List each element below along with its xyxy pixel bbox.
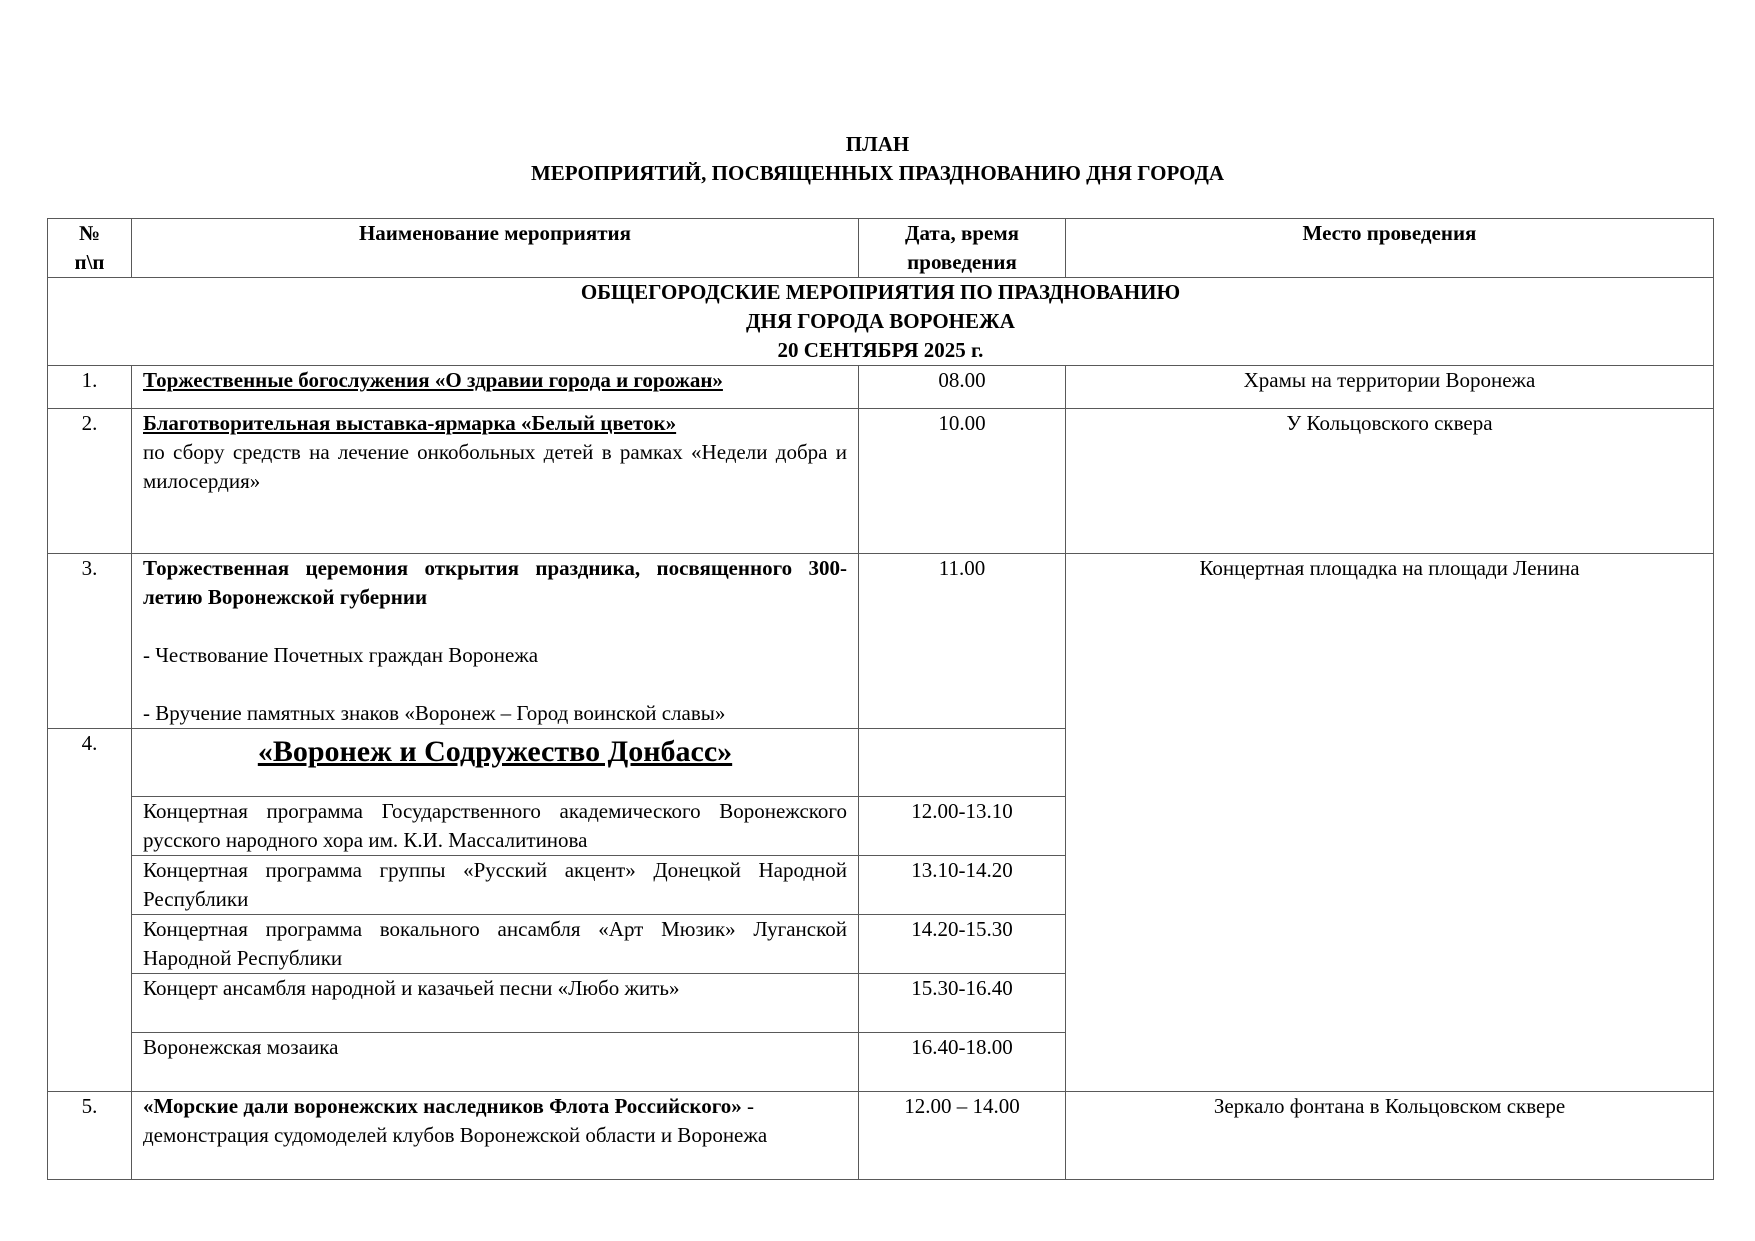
row-name	[132, 409, 859, 554]
row-place: Зеркало фонтана в Кольцовском сквере	[1066, 1092, 1714, 1180]
section-line-2: ДНЯ ГОРОДА ВОРОНЕЖА	[746, 309, 1015, 333]
sub-row-name: Концертная программа Государственного академического Воронежского русского народного хора им. К.И. Массалитинова	[132, 797, 859, 856]
row-num: 1.	[48, 366, 132, 409]
section-line-1: ОБЩЕГОРОДСКИЕ МЕРОПРИЯТИЯ ПО ПРАЗДНОВАНИЮ	[580, 280, 1181, 304]
row-num: 5.	[48, 1092, 132, 1180]
row-name-text: по сбору средств на лечение онкобольных детей в рамках «Недели добра и милосердия»	[143, 440, 847, 493]
sub-row-name: Концертная программа группы «Русский акцент» Донецкой Народной Республики	[132, 856, 859, 915]
section-heading	[48, 278, 1714, 366]
row-time: 12.00 – 14.00	[859, 1092, 1066, 1180]
table-row	[48, 1092, 1714, 1180]
row-name	[132, 1092, 859, 1180]
row-place: Концертная площадка на площади Ленина	[1066, 554, 1714, 1092]
sub-row-time: 13.10-14.20	[859, 856, 1066, 915]
row-time: 10.00	[859, 409, 1066, 554]
row-name-text: - демонстрация судомоделей клубов Воронежской области и Воронежа	[143, 1094, 768, 1147]
row-time: 11.00	[859, 554, 1066, 729]
sub-row-time: 16.40-18.00	[859, 1033, 1066, 1092]
row-place: Храмы на территории Воронежа	[1066, 366, 1714, 409]
table-row	[48, 366, 1714, 409]
row-list-item: - Чествование Почетных граждан Воронежа	[143, 643, 539, 667]
header-num: № п\п	[48, 219, 132, 278]
row-num: 3.	[48, 554, 132, 729]
section-line-3: 20 СЕНТЯБРЯ 2025 г.	[777, 338, 984, 362]
header-name: Наименование мероприятия	[132, 219, 859, 278]
header-row	[48, 219, 1714, 278]
doc-subtitle: МЕРОПРИЯТИЙ, ПОСВЯЩЕННЫХ ПРАЗДНОВАНИЮ ДНЯ ГОРОДА	[530, 161, 1225, 185]
events-table	[47, 218, 1714, 1180]
sub-row-time: 12.00-13.10	[859, 797, 1066, 856]
sub-row-name: Концерт ансамбля народной и казачьей песни «Любо жить»	[132, 974, 859, 1033]
table-row	[48, 409, 1714, 554]
row-heading: «Воронеж и Содружество Донбасс»	[132, 729, 859, 797]
table-row	[48, 554, 1714, 729]
row-list-item: - Вручение памятных знаков «Воронеж – Город воинской славы»	[143, 701, 726, 725]
header-place: Место проведения	[1066, 219, 1714, 278]
row-name-bold: Благотворительная выставка-ярмарка «Белый цветок»	[143, 411, 677, 435]
sub-row-name: Воронежская мозаика	[132, 1033, 859, 1092]
row-name-bold: Торжественная церемония открытия праздника, посвященного 300-летию Воронежской губернии	[143, 556, 847, 609]
row-name	[132, 366, 859, 409]
row-name	[132, 554, 859, 729]
row-time-empty	[859, 729, 1066, 797]
row-place: У Кольцовского сквера	[1066, 409, 1714, 554]
row-time: 08.00	[859, 366, 1066, 409]
row-name-bold: Торжественные богослужения «О здравии города и горожан»	[143, 368, 723, 392]
row-name-bold: «Морские дали воронежских наследников Флота Российского»	[143, 1094, 742, 1118]
row-num: 2.	[48, 409, 132, 554]
header-date: Дата, время проведения	[859, 219, 1066, 278]
sub-row-name: Концертная программа вокального ансамбля «Арт Мюзик» Луганской Народной Республики	[132, 915, 859, 974]
doc-title: ПЛАН	[845, 132, 910, 156]
sub-row-time: 15.30-16.40	[859, 974, 1066, 1033]
section-row	[48, 278, 1714, 366]
row-num: 4.	[48, 729, 132, 1092]
sub-row-time: 14.20-15.30	[859, 915, 1066, 974]
